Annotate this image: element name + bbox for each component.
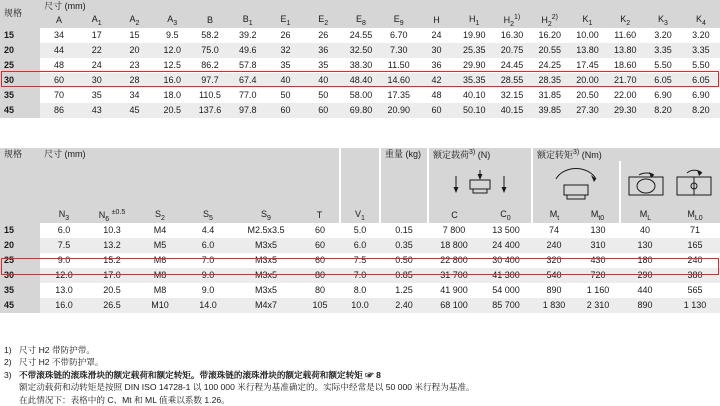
cell: 8.0 xyxy=(340,283,380,298)
cell: 74 xyxy=(532,223,576,238)
cell: 14.60 xyxy=(380,73,418,88)
table1-col-B1: $B_1$ xyxy=(229,14,267,28)
cell: 30 xyxy=(78,73,116,88)
cell: 60 xyxy=(300,253,340,268)
pictogram-load-icon xyxy=(428,161,532,209)
cell: 130 xyxy=(576,223,620,238)
cell: 20.5 xyxy=(88,283,136,298)
cell: 9.0 xyxy=(184,283,232,298)
cell: 15.2 xyxy=(88,253,136,268)
loads-table xyxy=(0,148,720,313)
cell: 26 xyxy=(304,28,342,43)
cell: 26 xyxy=(267,28,305,43)
cell: 50.10 xyxy=(455,103,493,118)
cell: 15 xyxy=(116,28,154,43)
cell: 6.90 xyxy=(644,88,682,103)
cell: 7.0 xyxy=(184,253,232,268)
table1-col-B: B xyxy=(191,14,229,28)
cell: 17.45 xyxy=(569,58,607,73)
cell: 80 xyxy=(300,283,340,298)
cell: 720 xyxy=(576,268,620,283)
cell: 34 xyxy=(116,88,154,103)
cell: 97.7 xyxy=(191,73,229,88)
cell: 20.5 xyxy=(153,103,191,118)
footnote-2-number: 2) xyxy=(4,357,12,368)
cell: 290 xyxy=(620,268,670,283)
cell: 41 300 xyxy=(480,268,532,283)
cell: 20.50 xyxy=(569,88,607,103)
cell: 48.40 xyxy=(342,73,380,88)
table2-col-ML0: $M_{L0}$ xyxy=(670,209,720,223)
table2-col-T: T xyxy=(300,209,340,223)
footnote-3-cont-1-text: 额定动载荷和动转矩是按照 DIN ISO 14728-1 以 100 000 米行程为基准确定的。实际中经常是以 50 000 米行程为基准。 xyxy=(19,382,475,393)
footnotes xyxy=(4,344,704,406)
table1-col-A2: $A_2$ xyxy=(116,14,154,28)
cell: 24 xyxy=(418,28,456,43)
cell: M5 xyxy=(136,238,184,253)
cell: 60 xyxy=(267,103,305,118)
cell: 32 xyxy=(267,43,305,58)
cell: 13.2 xyxy=(88,238,136,253)
cell: 20.75 xyxy=(493,43,531,58)
footnote-3-text: 不带滚珠链的滚珠滑块的额定载荷和额定转矩。带滚珠链的滚珠滑块的额定载荷和额定转矩 ☞ 8 xyxy=(19,369,381,380)
footnote-3-cont-1-number xyxy=(4,381,19,393)
cell: 60 xyxy=(300,238,340,253)
cell: 17 xyxy=(78,28,116,43)
cell: 85 700 xyxy=(480,298,532,313)
cell: 35 xyxy=(267,58,305,73)
cell: 67.4 xyxy=(229,73,267,88)
table-row xyxy=(0,238,720,253)
table2-col-S2: $S_2$ xyxy=(136,209,184,223)
cell: 20.90 xyxy=(380,103,418,118)
footnote-3-number: 3) xyxy=(4,369,12,380)
table2-pictogram-row xyxy=(0,161,720,209)
cell: 890 xyxy=(532,283,576,298)
table2-gauge-cell: 20 xyxy=(0,238,40,253)
torque-unit: (Nm) xyxy=(579,149,602,160)
cell: 75.0 xyxy=(191,43,229,58)
cell: M3x5 xyxy=(232,268,300,283)
cell: M8 xyxy=(136,283,184,298)
cell: 48 xyxy=(40,58,78,73)
table1-col-H: H xyxy=(418,14,456,28)
cell: 60 xyxy=(304,103,342,118)
cell: 0.15 xyxy=(380,223,428,238)
table1-gauge-cell: 15 xyxy=(0,28,40,43)
cell: 40 xyxy=(267,73,305,88)
footnote-3 xyxy=(4,369,704,381)
cell: M4x7 xyxy=(232,298,300,313)
cell: 28.35 xyxy=(531,73,569,88)
cell: 440 xyxy=(620,283,670,298)
load-note: 3) xyxy=(469,148,476,156)
cell: 20 xyxy=(116,43,154,58)
cell: 39.2 xyxy=(229,28,267,43)
cell: 13.80 xyxy=(606,43,644,58)
cell: 12.0 xyxy=(153,43,191,58)
table2-load-group-header xyxy=(428,148,532,161)
cell: 48 xyxy=(418,88,456,103)
cell: 6.70 xyxy=(380,28,418,43)
cell: 77.0 xyxy=(229,88,267,103)
cell: 29.90 xyxy=(455,58,493,73)
cell: 310 xyxy=(576,238,620,253)
load-unit: (N) xyxy=(475,149,491,160)
table2-col-N3: $N_3$ xyxy=(40,209,88,223)
table2-gauge-cell: 45 xyxy=(0,298,40,313)
footnote-1-number: 1) xyxy=(4,345,12,355)
cell: 43 xyxy=(78,103,116,118)
cell: M4 xyxy=(136,223,184,238)
load-label: 额定载荷 xyxy=(433,149,470,160)
pictogram-torque-ml xyxy=(620,161,720,209)
table1-col-A: A xyxy=(40,14,78,28)
table1-col-K1: $K_1$ xyxy=(569,14,607,28)
cell: 110.5 xyxy=(191,88,229,103)
torque-ml-icon xyxy=(623,167,719,203)
table2-col-C: C xyxy=(428,209,480,223)
table-row xyxy=(0,43,720,58)
table2-torque-group-header xyxy=(532,148,720,161)
cell: 50 xyxy=(267,88,305,103)
cell: 17.35 xyxy=(380,88,418,103)
cell: 165 xyxy=(670,238,720,253)
table1-gauge-cell: 20 xyxy=(0,43,40,58)
footnote-2 xyxy=(4,356,704,368)
cell: 18.0 xyxy=(153,88,191,103)
cell: 18.60 xyxy=(606,58,644,73)
cell: 6.0 xyxy=(40,223,88,238)
table1-col-H2-1: $H_2^{1)}$ xyxy=(493,14,531,28)
cell: 11.60 xyxy=(606,28,644,43)
cell: 35 xyxy=(304,58,342,73)
table1-gauge-cell: 30 xyxy=(0,73,40,88)
cell: M8 xyxy=(136,268,184,283)
cell: 6.0 xyxy=(340,238,380,253)
cell: 22 800 xyxy=(428,253,480,268)
cell: 40 xyxy=(620,223,670,238)
cell: 70 xyxy=(40,88,78,103)
table2-col-ML: $M_L$ xyxy=(620,209,670,223)
cell: 1 830 xyxy=(532,298,576,313)
cell: 17.0 xyxy=(88,268,136,283)
table-row xyxy=(0,73,720,88)
torque-mt-icon xyxy=(538,167,614,203)
cell: 540 xyxy=(532,268,576,283)
cell: 5.50 xyxy=(682,58,720,73)
cell: 5.0 xyxy=(340,223,380,238)
cell: 6.90 xyxy=(682,88,720,103)
cell: 21.70 xyxy=(606,73,644,88)
table2-col-mass xyxy=(380,209,428,223)
cell: 35.35 xyxy=(455,73,493,88)
cell: 31.85 xyxy=(531,88,569,103)
cell: 60 xyxy=(40,73,78,88)
torque-label: 额定转矩 xyxy=(537,149,574,160)
table-row-highlighted xyxy=(0,253,720,268)
table-row xyxy=(0,88,720,103)
pictogram-empty xyxy=(40,161,340,209)
cell: 8.20 xyxy=(682,103,720,118)
table2-gauge-cell: 15 xyxy=(0,223,40,238)
cell: 49.6 xyxy=(229,43,267,58)
cell: 13.0 xyxy=(40,283,88,298)
cell: 16.0 xyxy=(153,73,191,88)
cell: 41 900 xyxy=(428,283,480,298)
cell: 16.30 xyxy=(493,28,531,43)
table1-gauge-cell: 45 xyxy=(0,103,40,118)
cell: 3.35 xyxy=(682,43,720,58)
cell: 6.05 xyxy=(682,73,720,88)
table1-col-E2: $E_2$ xyxy=(304,14,342,28)
table2-col-S9: $S_9$ xyxy=(232,209,300,223)
table1-header-group-row xyxy=(0,0,720,14)
cell: 14.0 xyxy=(184,298,232,313)
table2-gauge-header: 规格 xyxy=(0,148,40,223)
cell: 32.15 xyxy=(493,88,531,103)
cell: 35 xyxy=(78,88,116,103)
cell: 34 xyxy=(40,28,78,43)
cell: 58.00 xyxy=(342,88,380,103)
cell: 54 000 xyxy=(480,283,532,298)
cell: 13.80 xyxy=(569,43,607,58)
cell: 24.25 xyxy=(531,58,569,73)
footnote-2-text: 尺寸 H2 不带防护罩。 xyxy=(19,357,104,368)
table1-col-K2: $K_2$ xyxy=(606,14,644,28)
table-row xyxy=(0,268,720,283)
cell: 1 130 xyxy=(670,298,720,313)
cell: 44 xyxy=(40,43,78,58)
cell: 7 800 xyxy=(428,223,480,238)
cell: 3.20 xyxy=(682,28,720,43)
cell: 40 xyxy=(304,73,342,88)
cell: 1 160 xyxy=(576,283,620,298)
cell: M3x5 xyxy=(232,253,300,268)
cell: 9.0 xyxy=(184,268,232,283)
table1-gauge-cell: 35 xyxy=(0,88,40,103)
table-row xyxy=(0,28,720,43)
cell: 36 xyxy=(418,58,456,73)
cell: 5.50 xyxy=(644,58,682,73)
table1-dim-header: 尺寸 (mm) xyxy=(40,0,720,14)
cell: 24.45 xyxy=(493,58,531,73)
footnote-3-cont-2-number xyxy=(4,394,19,406)
table1-col-H1: $H_1$ xyxy=(455,14,493,28)
cell: 10.00 xyxy=(569,28,607,43)
cell: M3x5 xyxy=(232,283,300,298)
cell: 0.50 xyxy=(380,253,428,268)
table2-col-C0: $C_0$ xyxy=(480,209,532,223)
cell: 18 800 xyxy=(428,238,480,253)
torque-note: 3) xyxy=(573,148,580,156)
table1-header-cols-row xyxy=(0,14,720,28)
cell: 38.30 xyxy=(342,58,380,73)
cell: 380 xyxy=(670,268,720,283)
cell: 320 xyxy=(532,253,576,268)
table1-gauge-cell: 25 xyxy=(0,58,40,73)
cell: 565 xyxy=(670,283,720,298)
spacer-cell xyxy=(340,148,380,161)
cell: 12.0 xyxy=(40,268,88,283)
table1-col-H2-2: $H_2^{2)}$ xyxy=(531,14,569,28)
table2-col-N6: $N_6$ $^{\pm 0.5}$ xyxy=(88,209,136,223)
footnote-1 xyxy=(4,344,704,356)
cell: 7.5 xyxy=(40,238,88,253)
cell: 50 xyxy=(304,88,342,103)
cell: M10 xyxy=(136,298,184,313)
cell: 69.80 xyxy=(342,103,380,118)
cell: 16.0 xyxy=(40,298,88,313)
cell: 3.20 xyxy=(644,28,682,43)
table2-gauge-cell: 25 xyxy=(0,253,40,268)
table1-col-E9: $E_9$ xyxy=(380,14,418,28)
cell: 42 xyxy=(418,73,456,88)
cell: 105 xyxy=(300,298,340,313)
cell: 7.5 xyxy=(340,253,380,268)
cell: 3.35 xyxy=(644,43,682,58)
load-direction-icon xyxy=(448,168,512,202)
cell: 180 xyxy=(620,253,670,268)
table2-dim-group-header: 尺寸 (mm) xyxy=(40,148,340,161)
cell: 86.2 xyxy=(191,58,229,73)
table1-col-E1: $E_1$ xyxy=(267,14,305,28)
table2-mass-group-header: 重量 (kg) xyxy=(380,148,428,161)
table2-col-S5: $S_5$ xyxy=(184,209,232,223)
cell: 2 310 xyxy=(576,298,620,313)
table-row xyxy=(0,283,720,298)
cell: 31 700 xyxy=(428,268,480,283)
cell: 20.55 xyxy=(531,43,569,58)
cell: 7.30 xyxy=(380,43,418,58)
cell: M6 xyxy=(136,253,184,268)
cell: 60 xyxy=(418,103,456,118)
cell: 23 xyxy=(116,58,154,73)
cell: 24 400 xyxy=(480,238,532,253)
cell: 28.55 xyxy=(493,73,531,88)
cell: 6.0 xyxy=(184,238,232,253)
table1-col-A1: $A_1$ xyxy=(78,14,116,28)
footnote-3-cont-2-text: 在此情况下：表格中的 C、Mt 和 ML 值乘以系数 1.26。 xyxy=(19,394,230,405)
cell: M3x5 xyxy=(232,238,300,253)
cell: 22.00 xyxy=(606,88,644,103)
cell: 58.2 xyxy=(191,28,229,43)
table1-col-K3: $K_3$ xyxy=(644,14,682,28)
footnote-3-cont-2 xyxy=(4,394,704,406)
cell: 8.20 xyxy=(644,103,682,118)
cell: 39.85 xyxy=(531,103,569,118)
cell: 20.00 xyxy=(569,73,607,88)
cell: 45 xyxy=(116,103,154,118)
table1-col-K4: $K_4$ xyxy=(682,14,720,28)
cell: 6.05 xyxy=(644,73,682,88)
cell: 137.6 xyxy=(191,103,229,118)
cell: 30 400 xyxy=(480,253,532,268)
cell: 68 100 xyxy=(428,298,480,313)
table2-gauge-cell: 30 xyxy=(0,268,40,283)
cell: 12.5 xyxy=(153,58,191,73)
cell: 0.35 xyxy=(380,238,428,253)
cell: 2.40 xyxy=(380,298,428,313)
cell: 71 xyxy=(670,223,720,238)
table-row xyxy=(0,298,720,313)
cell: 80 xyxy=(300,268,340,283)
table-row xyxy=(0,223,720,238)
table1-gauge-header: 规格 xyxy=(0,0,40,28)
pictogram-torque-mt xyxy=(532,161,620,209)
cell: 240 xyxy=(532,238,576,253)
cell: 36 xyxy=(304,43,342,58)
cell: 97.8 xyxy=(229,103,267,118)
cell: 10.3 xyxy=(88,223,136,238)
table2-group-header-row xyxy=(0,148,720,161)
cell: 86 xyxy=(40,103,78,118)
cell: 11.50 xyxy=(380,58,418,73)
cell: 9.0 xyxy=(40,253,88,268)
cell: 28 xyxy=(116,73,154,88)
cell: 60 xyxy=(300,223,340,238)
cell: 890 xyxy=(620,298,670,313)
table2-col-Mt0: $M_{t0}$ xyxy=(576,209,620,223)
spacer-cell xyxy=(340,161,380,209)
table1-col-A3: $A_3$ xyxy=(153,14,191,28)
cell: 130 xyxy=(620,238,670,253)
cell: 9.5 xyxy=(153,28,191,43)
footnote-1-text: 尺寸 H2 带防护带。 xyxy=(19,345,95,355)
table2-col-V1: $V_1$ xyxy=(340,209,380,223)
cell: 1.25 xyxy=(380,283,428,298)
cell: 7.0 xyxy=(340,268,380,283)
table2-gauge-cell: 35 xyxy=(0,283,40,298)
table2-col-Mt: $M_t$ xyxy=(532,209,576,223)
table1-col-E8: $E_8$ xyxy=(342,14,380,28)
cell: 40.15 xyxy=(493,103,531,118)
cell: 32.50 xyxy=(342,43,380,58)
cell: 10.0 xyxy=(340,298,380,313)
cell: 27.30 xyxy=(569,103,607,118)
footnote-3-cont-1 xyxy=(4,381,704,393)
table-row xyxy=(0,103,720,118)
cell: 24.55 xyxy=(342,28,380,43)
table2-header-cols-row xyxy=(0,209,720,223)
cell: 13 500 xyxy=(480,223,532,238)
cell: 30 xyxy=(418,43,456,58)
cell: 25.35 xyxy=(455,43,493,58)
cell: 24 xyxy=(78,58,116,73)
cell: 26.5 xyxy=(88,298,136,313)
table-row-highlighted xyxy=(0,58,720,73)
cell: 22 xyxy=(78,43,116,58)
cell: 0.85 xyxy=(380,268,428,283)
pictogram-mass xyxy=(380,161,428,209)
cell: 16.20 xyxy=(531,28,569,43)
cell: M2.5x3.5 xyxy=(232,223,300,238)
cell: 19.90 xyxy=(455,28,493,43)
cell: 430 xyxy=(576,253,620,268)
cell: 57.8 xyxy=(229,58,267,73)
cell: 240 xyxy=(670,253,720,268)
cell: 29.30 xyxy=(606,103,644,118)
cell: 4.4 xyxy=(184,223,232,238)
dimensions-table xyxy=(0,0,720,118)
cell: 40.10 xyxy=(455,88,493,103)
